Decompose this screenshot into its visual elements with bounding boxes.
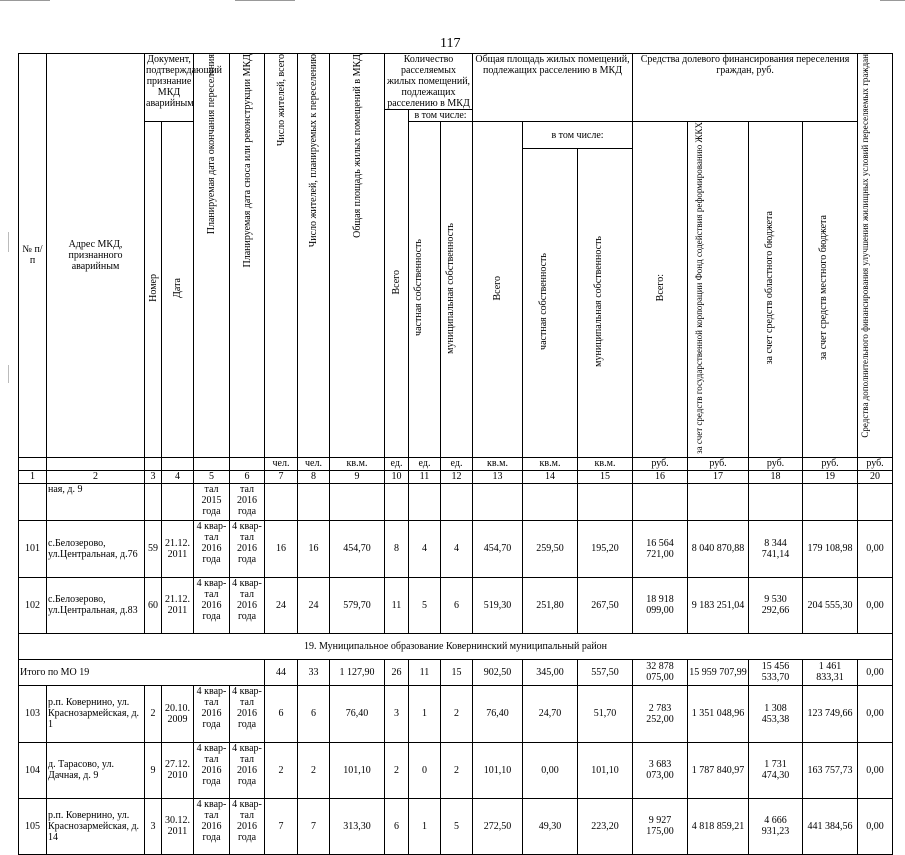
page-number: 117	[440, 36, 461, 51]
cell-rooms-municipal: 2	[441, 742, 473, 798]
column-number-cell: 10	[385, 470, 409, 483]
total-area-total: 902,50	[473, 659, 523, 685]
column-number-cell: 20	[858, 470, 893, 483]
header-row-1	[19, 54, 893, 110]
unit-cell: ед.	[409, 457, 441, 470]
cell-total-area: 579,70	[330, 577, 385, 633]
total-funds-extra: 0,00	[858, 659, 893, 685]
cell-funds-extra: 0,00	[858, 742, 893, 798]
cell-residents: 6	[265, 685, 298, 742]
cell-total-area: 76,40	[330, 685, 385, 742]
column-number-cell: 17	[688, 470, 749, 483]
unit-cell: руб.	[688, 457, 749, 470]
scan-edge-mark	[8, 365, 9, 383]
continuation-row	[19, 483, 893, 520]
cell-area-total: 454,70	[473, 520, 523, 577]
cell-funds-total: 18 918 099,00	[633, 577, 688, 633]
cell-num: 102	[19, 577, 47, 633]
total-rooms-municipal: 15	[441, 659, 473, 685]
header-area-municipal: муниципальная собственность	[578, 149, 633, 457]
cell-funds-local: 441 384,56	[803, 798, 858, 854]
cell-plan-demolish: 4 квар-тал 2016 года	[230, 742, 265, 798]
header-doc-date: Дата	[162, 122, 194, 458]
total-area-private: 345,00	[523, 659, 578, 685]
table-row	[19, 685, 893, 742]
cell-funds-total: 9 927 175,00	[633, 798, 688, 854]
header-funds-local: за счет средств местного бюджета	[803, 122, 858, 458]
column-number-cell: 19	[803, 470, 858, 483]
cell-rooms-municipal: 6	[441, 577, 473, 633]
column-number-cell: 2	[47, 470, 145, 483]
cell	[473, 483, 523, 520]
cell-rooms-total: 3	[385, 685, 409, 742]
cell	[265, 483, 298, 520]
cell-plan-end: тал 2015 года	[194, 483, 230, 520]
unit-cell: руб.	[749, 457, 803, 470]
cell	[385, 483, 409, 520]
cell	[749, 483, 803, 520]
cell-doc-number: 9	[145, 742, 162, 798]
cell	[578, 483, 633, 520]
cell-funds-fund: 9 183 251,04	[688, 577, 749, 633]
header-address: Адрес МКД, признанного аварийным	[47, 54, 145, 458]
cell-residents-plan: 16	[298, 520, 330, 577]
cell-residents-plan: 24	[298, 577, 330, 633]
cell	[523, 483, 578, 520]
header-plan-demolish: Планируемая дата сноса или реконструкции МКД	[230, 54, 265, 458]
column-number-cell: 8	[298, 470, 330, 483]
cell-plan-demolish: 4 квар-тал 2016 года	[230, 577, 265, 633]
cell-funds-fund: 8 040 870,88	[688, 520, 749, 577]
total-residents: 44	[265, 659, 298, 685]
cell-funds-regional: 1 731 474,30	[749, 742, 803, 798]
header-residents: Число жителей, всего	[265, 54, 298, 458]
cell-num: 104	[19, 742, 47, 798]
cell-plan-demolish: 4 квар-тал 2016 года	[230, 685, 265, 742]
cell-area-total: 101,10	[473, 742, 523, 798]
total-area: 1 127,90	[330, 659, 385, 685]
unit-cell: чел.	[265, 457, 298, 470]
unit-cell: чел.	[298, 457, 330, 470]
cell	[162, 483, 194, 520]
column-number-cell: 6	[230, 470, 265, 483]
unit-cell	[19, 457, 47, 470]
header-funds-fund: за счет средств государственной корпорации Фонд содействия реформированию ЖКХ	[688, 122, 749, 458]
cell-area-private: 24,70	[523, 685, 578, 742]
unit-cell: ед.	[385, 457, 409, 470]
cell-doc-date: 30.12. 2011	[162, 798, 194, 854]
cell-rooms-private: 0	[409, 742, 441, 798]
header-funds-group: Средства долевого финансирования переселения граждан, руб.	[633, 54, 858, 122]
column-number-cell: 12	[441, 470, 473, 483]
cell-num: 101	[19, 520, 47, 577]
cell-residents: 7	[265, 798, 298, 854]
header-rooms-municipal: муниципальная собственность	[441, 122, 473, 458]
unit-cell	[47, 457, 145, 470]
cell-area-total: 519,30	[473, 577, 523, 633]
cell-total-area: 454,70	[330, 520, 385, 577]
column-number-cell: 9	[330, 470, 385, 483]
cell	[409, 483, 441, 520]
cell-residents-plan: 6	[298, 685, 330, 742]
cell-plan-demolish: тал 2016 года	[230, 483, 265, 520]
cell-address: д. Тарасово, ул. Дачная, д. 9	[47, 742, 145, 798]
column-number-cell: 4	[162, 470, 194, 483]
unit-cell: кв.м.	[578, 457, 633, 470]
top-edge-line	[235, 0, 295, 1]
cell-plan-end: 4 квар-тал 2016 года	[194, 742, 230, 798]
cell-area-municipal: 223,20	[578, 798, 633, 854]
resettlement-table	[18, 53, 893, 855]
cell-area-private: 49,30	[523, 798, 578, 854]
cell-funds-regional: 8 344 741,14	[749, 520, 803, 577]
cell-plan-end: 4 квар-тал 2016 года	[194, 577, 230, 633]
column-number-cell: 1	[19, 470, 47, 483]
total-funds-total: 32 878 075,00	[633, 659, 688, 685]
unit-cell: руб.	[633, 457, 688, 470]
column-number-cell: 11	[409, 470, 441, 483]
unit-cell: руб.	[803, 457, 858, 470]
column-number-cell: 7	[265, 470, 298, 483]
unit-cell	[162, 457, 194, 470]
cell-funds-extra: 0,00	[858, 577, 893, 633]
cell-rooms-municipal: 2	[441, 685, 473, 742]
column-number-cell: 14	[523, 470, 578, 483]
cell-area-private: 259,50	[523, 520, 578, 577]
cell	[441, 483, 473, 520]
cell-funds-regional: 9 530 292,66	[749, 577, 803, 633]
cell-plan-end: 4 квар-тал 2016 года	[194, 520, 230, 577]
cell-rooms-total: 11	[385, 577, 409, 633]
cell-funds-extra: 0,00	[858, 520, 893, 577]
header-funds-regional: за счет средств областного бюджета	[749, 122, 803, 458]
cell-num: 103	[19, 685, 47, 742]
total-residents-plan: 33	[298, 659, 330, 685]
cell-rooms-private: 1	[409, 798, 441, 854]
unit-cell: кв.м.	[473, 457, 523, 470]
unit-cell: кв.м.	[330, 457, 385, 470]
cell-funds-fund: 4 818 859,21	[688, 798, 749, 854]
table-body-b	[19, 685, 893, 854]
cell-funds-local: 204 555,30	[803, 577, 858, 633]
header-row-3	[19, 122, 893, 149]
cell	[688, 483, 749, 520]
cell-doc-date: 20.10. 2009	[162, 685, 194, 742]
cell-funds-regional: 1 308 453,38	[749, 685, 803, 742]
header-rooms-incl: в том числе:	[409, 110, 473, 122]
cell	[19, 483, 47, 520]
top-edge-line	[0, 0, 50, 1]
cell-funds-local: 179 108,98	[803, 520, 858, 577]
total-funds-fund: 15 959 707,99	[688, 659, 749, 685]
cell-rooms-total: 2	[385, 742, 409, 798]
header-area-incl: в том числе:	[523, 122, 633, 149]
cell-area-municipal: 267,50	[578, 577, 633, 633]
cell-funds-extra: 0,00	[858, 798, 893, 854]
cell-area-total: 76,40	[473, 685, 523, 742]
header-num: № п/п	[19, 54, 47, 458]
total-label: Итого по МО 19	[19, 659, 265, 685]
total-row	[19, 659, 893, 685]
header-area-group: Общая площадь жилых помещений, подлежащих расселению в МКД	[473, 54, 633, 122]
cell-area-private: 0,00	[523, 742, 578, 798]
cell-total-area: 101,10	[330, 742, 385, 798]
cell-plan-demolish: 4 квар-тал 2016 года	[230, 520, 265, 577]
cell	[298, 483, 330, 520]
header-rooms-count: Количество расселяемых жилых помещений, подлежащих расселению в МКД	[385, 54, 473, 110]
scan-edge-mark	[8, 232, 9, 252]
table-row	[19, 742, 893, 798]
top-edge-line	[880, 0, 905, 1]
unit-cell: руб.	[858, 457, 893, 470]
header-area-private: частная собственность	[523, 149, 578, 457]
cell-address: с.Белозерово, ул.Центральная, д.83	[47, 577, 145, 633]
cell-plan-end: 4 квар-тал 2016 года	[194, 798, 230, 854]
cell-funds-regional: 4 666 931,23	[749, 798, 803, 854]
cell-doc-date: 21.12. 2011	[162, 577, 194, 633]
header-document: Документ, подтверждающий признание МКД аварийным	[145, 54, 194, 122]
header-total-area: Общая площадь жилых помещений в МКД	[330, 54, 385, 458]
cell	[330, 483, 385, 520]
column-number-cell: 13	[473, 470, 523, 483]
header-residents-plan: Число жителей, планируемых к переселению	[298, 54, 330, 458]
cell-doc-number: 59	[145, 520, 162, 577]
cell-rooms-municipal: 5	[441, 798, 473, 854]
cell-residents-plan: 7	[298, 798, 330, 854]
unit-cell	[145, 457, 162, 470]
cell-area-municipal: 195,20	[578, 520, 633, 577]
cell-rooms-total: 6	[385, 798, 409, 854]
cell-funds-fund: 1 351 048,96	[688, 685, 749, 742]
cell	[858, 483, 893, 520]
cell-doc-date: 21.12. 2011	[162, 520, 194, 577]
cell-funds-local: 163 757,73	[803, 742, 858, 798]
unit-cell: ед.	[441, 457, 473, 470]
cell-funds-total: 16 564 721,00	[633, 520, 688, 577]
cell-area-total: 272,50	[473, 798, 523, 854]
header-doc-number: Номер	[145, 122, 162, 458]
section-row	[19, 633, 893, 659]
total-funds-regional: 15 456 533,70	[749, 659, 803, 685]
column-number-cell: 5	[194, 470, 230, 483]
column-number-cell: 3	[145, 470, 162, 483]
header-funds-total: Всего:	[633, 122, 688, 458]
cell	[633, 483, 688, 520]
cell	[803, 483, 858, 520]
table-row	[19, 577, 893, 633]
cell-residents-plan: 2	[298, 742, 330, 798]
cell-address: ная, д. 9	[47, 483, 145, 520]
cell-funds-total: 2 783 252,00	[633, 685, 688, 742]
cell-doc-number: 60	[145, 577, 162, 633]
cell-address: р.п. Ковернино, ул. Краснозармейская, д. 14	[47, 798, 145, 854]
units-row	[19, 457, 893, 470]
cell-rooms-private: 4	[409, 520, 441, 577]
cell-num: 105	[19, 798, 47, 854]
cell-plan-end: 4 квар-тал 2016 года	[194, 685, 230, 742]
cell-address: р.п. Ковернино, ул. Краснозармейская, д. 1	[47, 685, 145, 742]
cell-rooms-private: 1	[409, 685, 441, 742]
cell-plan-demolish: 4 квар-тал 2016 года	[230, 798, 265, 854]
cell-doc-number: 3	[145, 798, 162, 854]
cell-rooms-total: 8	[385, 520, 409, 577]
header-funds-extra: Средства дополнительного финансирования улучшения жилищных условий переселяемых граждан	[858, 54, 893, 458]
unit-cell: кв.м.	[523, 457, 578, 470]
cell-area-private: 251,80	[523, 577, 578, 633]
header-area-total: Всего	[473, 122, 523, 458]
cell-funds-extra: 0,00	[858, 685, 893, 742]
cell-rooms-municipal: 4	[441, 520, 473, 577]
cell-funds-fund: 1 787 840,97	[688, 742, 749, 798]
column-number-cell: 16	[633, 470, 688, 483]
column-number-cell: 15	[578, 470, 633, 483]
header-rooms-private: частная собственность	[409, 122, 441, 458]
cell-area-municipal: 51,70	[578, 685, 633, 742]
table-row	[19, 520, 893, 577]
cell-area-municipal: 101,10	[578, 742, 633, 798]
cell-funds-local: 123 749,66	[803, 685, 858, 742]
unit-cell	[194, 457, 230, 470]
cell-rooms-private: 5	[409, 577, 441, 633]
cell-doc-number: 2	[145, 685, 162, 742]
cell-address: с.Белозерово, ул.Центральная, д.76	[47, 520, 145, 577]
total-rooms: 26	[385, 659, 409, 685]
cell-total-area: 313,30	[330, 798, 385, 854]
table-body-a	[19, 520, 893, 633]
header-rooms-total: Всего	[385, 110, 409, 458]
cell-residents: 2	[265, 742, 298, 798]
column-number-row	[19, 470, 893, 483]
column-number-cell: 18	[749, 470, 803, 483]
section-title: 19. Муниципальное образование Ковернинский муниципальный район	[19, 633, 893, 659]
cell-residents: 16	[265, 520, 298, 577]
cell-funds-total: 3 683 073,00	[633, 742, 688, 798]
header-plan-end: Планируемая дата окончания переселения	[194, 54, 230, 458]
table-row	[19, 798, 893, 854]
cell	[145, 483, 162, 520]
total-funds-local: 1 461 833,31	[803, 659, 858, 685]
cell-doc-date: 27.12. 2010	[162, 742, 194, 798]
total-rooms-private: 11	[409, 659, 441, 685]
cell-residents: 24	[265, 577, 298, 633]
total-area-municipal: 557,50	[578, 659, 633, 685]
unit-cell	[230, 457, 265, 470]
